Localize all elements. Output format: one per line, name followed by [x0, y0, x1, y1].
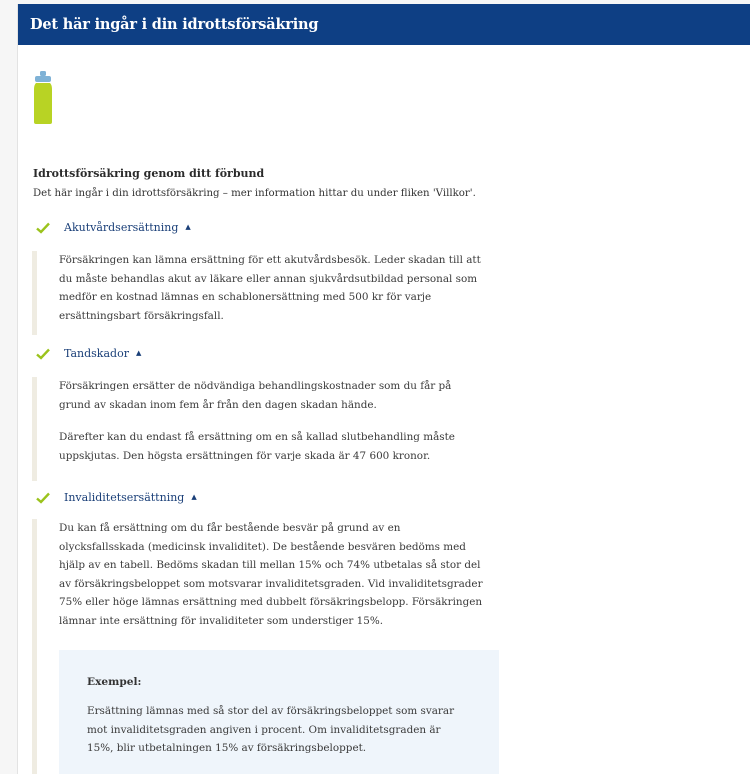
section-text: Du kan få ersättning om du får bestående besvär på grund av en olycksfallsskada (medicinsk invaliditet). De bestående besvären bedöms med hjälp av en tabell. Bedöms skadan till mellan 15% och 74% utbetalas så stor del av försäkringsbeloppet som motsvarar invaliditetsgraden. Vid invaliditetsgrader 75% eller höge lämnas ersättning med dubbelt försäkringsbelopp. Försäkringen lämnar inte ersättning för invaliditeter som understiger 15%.: [59, 522, 483, 627]
water-bottle-icon: [31, 69, 55, 125]
accordion-label: Tandskador: [64, 347, 129, 360]
section-text: Försäkringen kan lämna ersättning för ett akutvårdsbesök. Leder skadan till att du måste behandlas akut av läkare eller annan sjukvårdsutbildad personal som medför en kostnad lämnas en schablonersättning med 500 kr för varje ersättningsbart försäkringsfall.: [59, 254, 481, 322]
example-box: [59, 650, 499, 774]
accordion-body-tandskador: [32, 377, 517, 481]
example-text: Ersättning lämnas med så stor del av försäkringsbeloppet som svarar mot invaliditetsgraden angiven i procent. Om invaliditetsgraden är 15%, blir utbetalningen 15% av försäkringsbeloppet.: [87, 705, 455, 754]
accordion-body-akutvard: [32, 251, 517, 335]
caret-up-icon: ▲: [185, 222, 191, 231]
intro-text: Det här ingår i din idrottsförsäkring – mer information hittar du under fliken 'Villkor'.: [33, 188, 476, 199]
caret-up-icon: ▲: [135, 348, 142, 357]
section-text: Försäkringen ersätter de nödvändiga behandlingskostnader som du får på grund av skadan inom fem år från den dagen skadan hände.: [59, 380, 452, 411]
insurance-panel: [17, 4, 750, 774]
check-icon: [36, 222, 50, 234]
panel-header: [18, 4, 750, 45]
example-title: Exempel:: [87, 676, 142, 688]
page-title: Det här ingår i din idrottsförsäkring: [30, 16, 319, 33]
check-icon: [36, 492, 50, 504]
intro-title: Idrottsförsäkring genom ditt förbund: [33, 167, 265, 180]
accordion-akutvard[interactable]: [36, 221, 191, 234]
accordion-label: Akutvårdsersättning: [64, 221, 179, 234]
accordion-body-invaliditet: [32, 519, 517, 774]
accordion-invaliditet[interactable]: [36, 491, 197, 504]
check-icon: [36, 348, 50, 360]
section-text: Därefter kan du endast få ersättning om en så kallad slutbehandling måste uppskjutas. Den högsta ersättningen för varje skada är 47 600 kronor.: [59, 431, 455, 462]
accordion-tandskador[interactable]: [36, 347, 141, 360]
accordion-label: Invaliditetsersättning: [64, 491, 185, 504]
caret-up-icon: ▲: [191, 492, 197, 501]
